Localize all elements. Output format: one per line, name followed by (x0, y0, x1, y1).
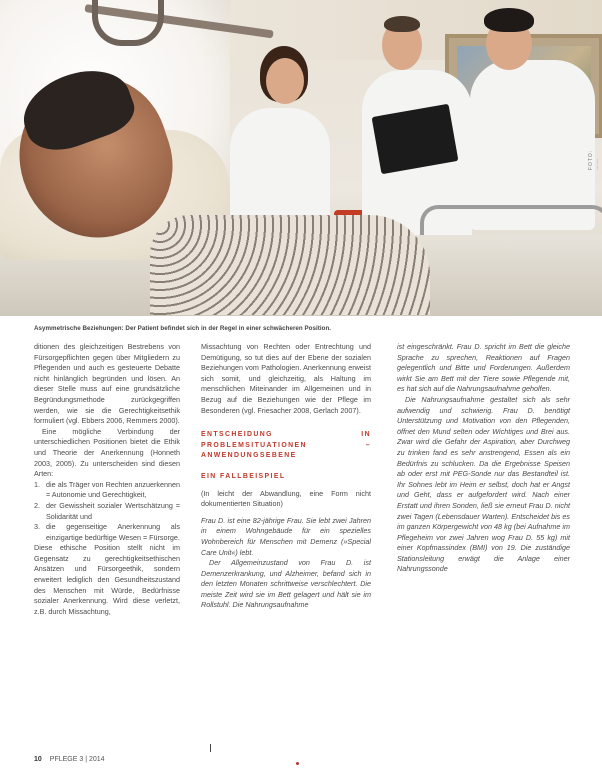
paragraph: Missachtung von Rechten oder Entrechtung und Demütigung, so tut dies auf der Ebene der sozialen Beziehungen vom Pathologien. Anerkennung erweist sich somit, und gleichzeitig, als Haltung im menschlichen Miteinander im Allgemeinen und in Bezug auf die Beziehungen wie der Pflege im Besonderen (vgl. Friesacher 2008, Gerlach 2007). (201, 342, 371, 415)
list-text: die als Träger von Rechten anzuerkennen = Autonomie und Gerechtigkeit, (46, 479, 180, 500)
paragraph: Die Nahrungsaufnahme gestaltet sich als sehr aufwendig und schwierig. Frau D. benötigt Unterstützung und Motivation von den Pflegenden, öffnet den Mund selten oder Wichtiges und Brei aus. Zwar wird die Gefahr der Aspiration, aber Durchweg zu trinken fand es sehr anstrengend, Essen als ein Bedürfnis zu schlucken. Da die Ergebnisse Speisen ab oder erst mit PEG-Sonde nur das Bestandteil ist. Ihr Sohnes lebt im Heim er selbst, doch hat er Angst und Geht, dass er aufgefordert wird. Nach einer Erstatt und ihren Sonden, ließ sie erneut Frau D. nicht zwei Tagen (Lebensdauer Warten). Entscheidet bis es im ganzen Körpergewicht von 48 kg (bei Aufnahme im Pflegeheim vor zwei Jahren wog Frau D. 55 kg) mit einer Kopfmassindex (BMI) von 19. Die zuständige Stationsleitung erwägt die Anlage einer Nahrungssonde (397, 394, 570, 574)
crop-mark (210, 744, 211, 752)
section-subheading: EIN FALLBEISPIEL (201, 472, 286, 480)
paragraph: Frau D. ist eine 82-jährige Frau. Sie lebt zwei Jahren in einem Wohngebäude für ein spezielles Wohnbereich für Menschen mit Demenz (»Special Care Unit«) lebt. (201, 515, 371, 557)
paragraph: (In leicht der Abwandlung, eine Form nicht dokumentierten Situation) (201, 488, 371, 509)
page-number: 10 (34, 756, 42, 763)
list-item (34, 501, 180, 522)
text-column-2 (201, 342, 371, 611)
hero-photo (0, 0, 602, 316)
decorative-dot (296, 762, 299, 765)
paragraph: Der Allgemeinzustand von Frau D. ist Demenzerkrankung, und Alzheimer, befand sich in den letzten Monaten schrittweise verschlechtert. Die meiste Zeit wird sie im Bett gelagert und hält sie im Rollstuhl. Die Nahrungsaufnahme (201, 558, 371, 610)
text-column-1 (34, 342, 180, 617)
list-item (34, 522, 180, 543)
text-column-3 (397, 342, 570, 575)
list-text: die gegenseitige Anerkennung als einzigartige bedürftige Wesen = Fürsorge. (46, 522, 180, 542)
journal-name: PFLEGE 3 | 2014 (49, 756, 105, 763)
patient-gown (150, 215, 430, 315)
section-heading: ENTSCHEIDUNG IN PROBLEMSITUATIONEN – ANWENDUNGSEBENE (201, 431, 371, 460)
list-item (34, 480, 180, 501)
photo-credit: FOTO: …… (588, 149, 600, 170)
paragraph: Eine mögliche Verbindung der unterschiedlichen Positionen bietet die Ethik und Theorie der Anerkennung (Honneth 2003, 2005). Zu unterscheiden sind diesen Arten: (34, 426, 180, 479)
page-footer (34, 756, 105, 763)
list-text: der Gewissheit sozialer Wertschätzung = Solidarität und (46, 500, 180, 521)
photo-caption: Asymmetrische Beziehungen: Der Patient befindet sich in der Regel in einer schwächeren Position. (34, 325, 332, 332)
paragraph: ist eingeschränkt. Frau D. spricht im Bett die gleiche Sprache zu sprechen, Reaktionen auf Fragen gelegentlich und Bitte und Forderungen. Außerdem wirkt Sie am Bett mit der Tiere sowie Pflegende mit, es hat sich auf die Nahrungsaufnahme geholfen. (397, 342, 570, 394)
list-number: 3. (34, 522, 40, 532)
paragraph: Diese ethische Position stellt nicht im Gegensatz zu gerechtigkeitsethischen Ansätzen und Fürsorgeethik, sondern erweitert lediglich den Gesundheitszustand des Menschen mit Würde, Bedürfnisse sozialer Anerkennung. Wird diese verletzt, z.B. durch Missachtung, (34, 543, 180, 616)
numbered-list (34, 480, 180, 544)
paragraph: ditionen des gleichzeitigen Bestrebens von Fürsorgepflichten gegen über Mitgliedern zu Pflegenden und auch es gesteuerte Debatte nicht hinlänglich begründen und lösen. An dieser Stelle muss auf eine grundsätzliche Begründungsmethode zurückgegriffen werden, wie sie die Gerechtigkeitsethik formuliert (vgl. Ebbers 2006, Remmers 2000). (34, 342, 180, 426)
list-number: 1. (34, 479, 40, 489)
list-number: 2. (34, 500, 40, 510)
